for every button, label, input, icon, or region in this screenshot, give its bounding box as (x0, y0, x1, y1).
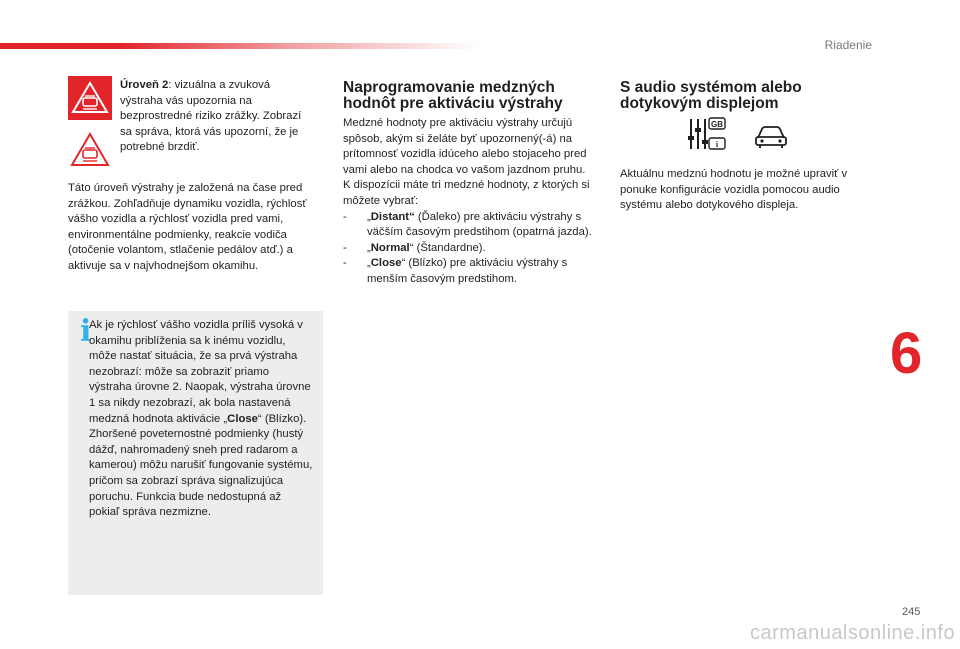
collision-alert-outline-icon (68, 128, 112, 172)
option-normal: - „Normal“ (Štandardne). (343, 241, 486, 254)
level2-text: : vizuálna a zvuková výstraha vás upozornia na bezprostredné riziko zrážky. Zobrazí sa správa, ktorá vás upozorní, že je potrebné brzdiť. (120, 79, 302, 154)
info-text: Ak je rýchlosť vášho vozidla príliš vysoká v okamihu priblíženia sa k inému vozidlu, môže nastať situácia, že sa prvá výstraha nezobrazí: môže sa zobraziť priamo výstraha úrovne 2. Naopak, výstraha úrovne 1 sa nikdy nezobrazí, ak bola nastavená medzná hodnota aktivácie „Close“ (Blízko). Zhoršené poveternostné podmienky (hustý dážď, nahromadený sneh pred radarom a kamerou) môžu narušiť fungovanie systému, pričom sa zobrazí správa signalizujúca poruchu. Funkcia bude nedostupná až pokiaľ správa nezmizne. (89, 319, 313, 519)
warning-level-paragraph: Táto úroveň výstrahy je založená na čase pred zrážkou. Zohľadňuje dynamiku vozidla, rýchlosť vášho vozidla a rýchlosť vozidla pred vami, environmentálne podmienky, reakcie vodiča (otočenie volantom, stlačenie pedálov atď.) a aktivuje sa v najvhodnejšom okamihu. (68, 182, 307, 272)
option-normal-label: Normal (370, 241, 410, 254)
level2-description (120, 78, 305, 156)
warning-icons (68, 76, 112, 180)
page-number: 245 (902, 606, 921, 618)
option-distant-label: Distant (370, 210, 410, 223)
settings-sliders-icon (686, 116, 728, 152)
chapter-number: 6 (890, 321, 923, 386)
audio-system-body: Aktuálnu medznú hodnotu je možné upraviť v ponuke konfigurácie vozidla pomocou audio systému alebo dotykového displeja. (620, 168, 848, 212)
thresholds-intro-2: K dispozícii máte tri medzné hodnoty, z ktorých si môžete vybrať: (343, 179, 590, 207)
option-distant: - „Distant“ (Ďaleko) pre aktiváciu výstrahy s väčším časovým predstihom (opatrná jazda). (343, 210, 592, 239)
option-close: - „Close“ (Blízko) pre aktiváciu výstrahy s menším časovým predstihom. (343, 257, 568, 285)
collision-alert-filled-icon (68, 76, 112, 120)
option-close-label: Close (370, 257, 402, 270)
info-close-label: Close (227, 412, 258, 425)
section-title: Riadenie (824, 38, 872, 52)
thresholds-intro: Medzné hodnoty pre aktiváciu výstrahy určujú spôsob, akým si želáte byť upozornený(-á) na prítomnosť vozidla idúceho alebo stojaceho pred vami alebo na chodca vo vašom jazdnom pruhu. (343, 117, 587, 176)
thresholds-heading: Naprogramovanie medzných hodnôt pre aktiváciu výstrahy (343, 79, 563, 112)
thresholds-body (343, 116, 601, 288)
watermark: carmanualsonline.info (750, 622, 956, 644)
i-label: i (715, 140, 719, 149)
audio-system-icons (686, 116, 788, 152)
level2-label: Úroveň 2 (120, 79, 169, 91)
info-box (68, 311, 323, 595)
gb-label: GB (711, 120, 723, 129)
car-icon (754, 120, 788, 150)
audio-system-heading: S audio systémom alebo dotykovým displejom (620, 79, 802, 112)
header-accent-bar (0, 43, 480, 49)
info-icon: i (80, 314, 92, 349)
